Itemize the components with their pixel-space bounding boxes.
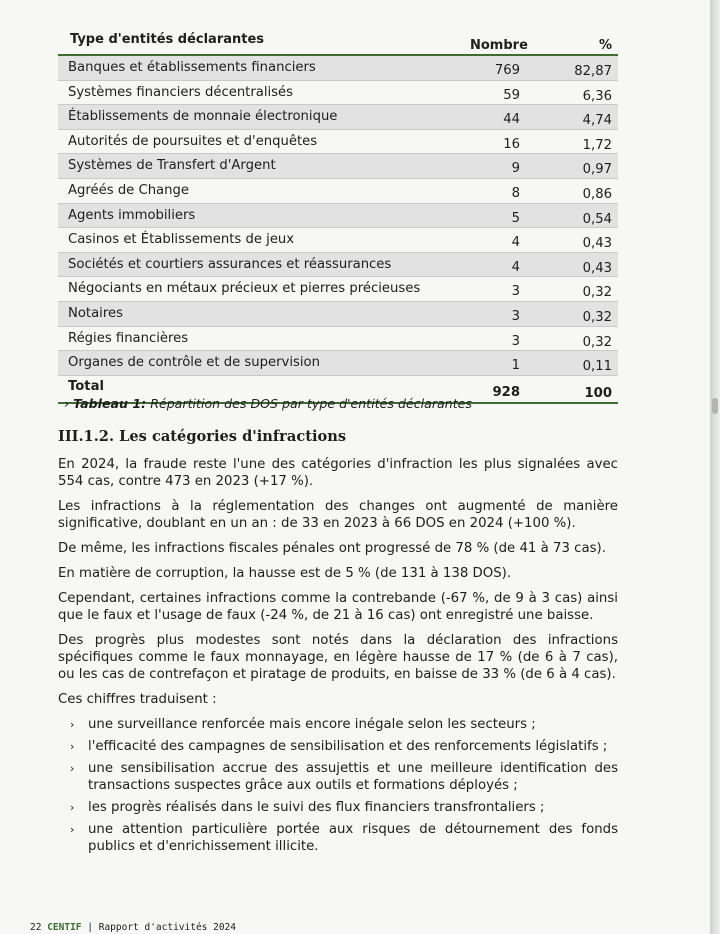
paragraph: En 2024, la fraude reste l'une des catégories d'infraction les plus signalées avec 554 cas, contre 473 en 2023 (+17 %). bbox=[58, 457, 618, 489]
table-row bbox=[58, 130, 618, 155]
cell-percent: 0,43 bbox=[582, 236, 612, 252]
table-row bbox=[58, 351, 618, 376]
paragraph: Ces chiffres traduisent : bbox=[58, 692, 217, 707]
page-edge-shadow bbox=[710, 0, 720, 934]
table-row bbox=[58, 56, 618, 81]
bullet-marker: › bbox=[70, 762, 75, 775]
total-label: Total bbox=[68, 378, 105, 394]
section-heading: III.1.2. Les catégories d'infractions bbox=[58, 428, 347, 445]
table-caption bbox=[64, 396, 472, 411]
bullet-marker: › bbox=[70, 823, 75, 836]
section-body bbox=[58, 456, 618, 860]
paragraph: En matière de corruption, la hausse est de 5 % (de 131 à 138 DOS). bbox=[58, 566, 512, 581]
table-body bbox=[58, 56, 618, 376]
list-item-text: une sensibilisation accrue des assujettis et une meilleure identification des transactions suspectes grâce aux outils et formations déployés ; bbox=[88, 761, 618, 793]
cell-count: 59 bbox=[503, 87, 520, 103]
list-item-text: une attention particulière portée aux risques de détournement des fonds publics et d'enrichissement illicite. bbox=[88, 822, 618, 854]
cell-type: Agréés de Change bbox=[68, 182, 189, 198]
cell-type: Autorités de poursuites et d'enquêtes bbox=[68, 133, 318, 149]
table-row bbox=[58, 228, 618, 253]
cell-count: 1 bbox=[511, 358, 520, 374]
cell-count: 4 bbox=[511, 259, 520, 275]
total-count: 928 bbox=[492, 384, 520, 400]
bullet-marker: › bbox=[70, 740, 75, 753]
list-item-text: les progrès réalisés dans le suivi des flux financiers transfrontaliers ; bbox=[88, 800, 545, 815]
table-row bbox=[58, 81, 618, 106]
cell-type: Notaires bbox=[68, 305, 123, 321]
cell-type: Établissements de monnaie électronique bbox=[68, 109, 338, 125]
cell-percent: 0,43 bbox=[582, 260, 612, 276]
cell-type: Casinos et Établissements de jeux bbox=[68, 232, 295, 248]
table-header bbox=[58, 24, 618, 54]
cell-type: Négociants en métaux précieux et pierres précieuses bbox=[68, 281, 421, 297]
cell-count: 8 bbox=[511, 185, 520, 201]
bullet-marker: › bbox=[70, 718, 75, 731]
page-number: 22 bbox=[30, 922, 42, 933]
cell-percent: 0,32 bbox=[582, 285, 612, 301]
cell-count: 9 bbox=[511, 161, 520, 177]
cell-percent: 0,86 bbox=[582, 186, 612, 202]
caption-text: Répartition des DOS par type d'entités déclarantes bbox=[146, 396, 472, 411]
bullet-marker: › bbox=[70, 801, 75, 814]
list-item-text: une surveillance renforcée mais encore inégale selon les secteurs ; bbox=[88, 717, 536, 732]
paragraph: Des progrès plus modestes sont notés dans la déclaration des infractions spécifiques comme le faux monnayage, en légère hausse de 17 % (de 6 à 7 cas), ou les cas de contrefaçon et piratage de produits, en baisse de 33 % (de 6 à 4 cas). bbox=[58, 633, 618, 682]
caption-marker: › bbox=[64, 396, 70, 411]
table-row bbox=[58, 204, 618, 229]
scroll-indicator[interactable] bbox=[712, 398, 718, 414]
table-row bbox=[58, 154, 618, 179]
total-percent: 100 bbox=[584, 385, 612, 401]
cell-percent: 6,36 bbox=[582, 88, 612, 104]
header-count: Nombre bbox=[470, 38, 528, 53]
list-item bbox=[58, 760, 618, 794]
cell-percent: 0,11 bbox=[582, 359, 612, 375]
table-row bbox=[58, 277, 618, 302]
cell-count: 16 bbox=[503, 136, 520, 152]
table-row bbox=[58, 105, 618, 130]
table-row bbox=[58, 253, 618, 278]
cell-percent: 0,32 bbox=[582, 334, 612, 350]
cell-count: 5 bbox=[511, 210, 520, 226]
cell-count: 3 bbox=[511, 308, 520, 324]
cell-type: Organes de contrôle et de supervision bbox=[68, 355, 320, 371]
list-item-text: l'efficacité des campagnes de sensibilisation et des renforcements législatifs ; bbox=[88, 739, 608, 754]
table-row bbox=[58, 179, 618, 204]
paragraph: De même, les infractions fiscales pénales ont progressé de 78 % (de 41 à 73 cas). bbox=[58, 541, 606, 556]
cell-percent: 0,97 bbox=[582, 162, 612, 178]
cell-type: Banques et établissements financiers bbox=[68, 60, 316, 75]
page-footer bbox=[30, 922, 236, 933]
list-item bbox=[58, 799, 618, 816]
cell-type: Systèmes de Transfert d'Argent bbox=[68, 158, 276, 174]
cell-percent: 0,32 bbox=[582, 309, 612, 325]
cell-count: 44 bbox=[503, 112, 520, 128]
entities-table bbox=[58, 24, 618, 404]
footer-brand: CENTIF bbox=[47, 922, 82, 933]
cell-count: 3 bbox=[511, 333, 520, 349]
cell-count: 4 bbox=[511, 235, 520, 251]
caption-label: Tableau 1: bbox=[73, 396, 147, 411]
header-percent: % bbox=[598, 38, 612, 53]
cell-type: Régies financières bbox=[68, 330, 189, 346]
cell-type: Agents immobiliers bbox=[68, 207, 196, 223]
cell-type: Systèmes financiers décentralisés bbox=[68, 84, 294, 100]
cell-type: Sociétés et courtiers assurances et réassurances bbox=[68, 256, 392, 272]
list-item bbox=[58, 821, 618, 855]
footer-title: Rapport d'activités 2024 bbox=[98, 922, 236, 933]
cell-percent: 1,72 bbox=[582, 137, 612, 153]
cell-percent: 4,74 bbox=[582, 113, 612, 129]
bullet-list bbox=[58, 716, 618, 855]
list-item bbox=[58, 716, 618, 733]
list-item bbox=[58, 738, 618, 755]
paragraph: Cependant, certaines infractions comme la contrebande (-67 %, de 9 à 3 cas) ainsi que le faux et l'usage de faux (-24 %, de 21 à 16 cas) ont enregistré une baisse. bbox=[58, 591, 618, 623]
paragraph: Les infractions à la réglementation des changes ont augmenté de manière significative, doublant en un an : de 33 en 2023 à 66 DOS en 2024 (+100 %). bbox=[58, 499, 618, 531]
cell-count: 3 bbox=[511, 284, 520, 300]
footer-separator: | bbox=[87, 922, 93, 933]
header-type: Type d'entités déclarantes bbox=[70, 32, 265, 47]
table-row bbox=[58, 302, 618, 327]
cell-percent: 0,54 bbox=[582, 211, 612, 227]
table-row bbox=[58, 327, 618, 352]
cell-count: 769 bbox=[494, 63, 520, 78]
cell-percent: 82,87 bbox=[574, 64, 612, 79]
